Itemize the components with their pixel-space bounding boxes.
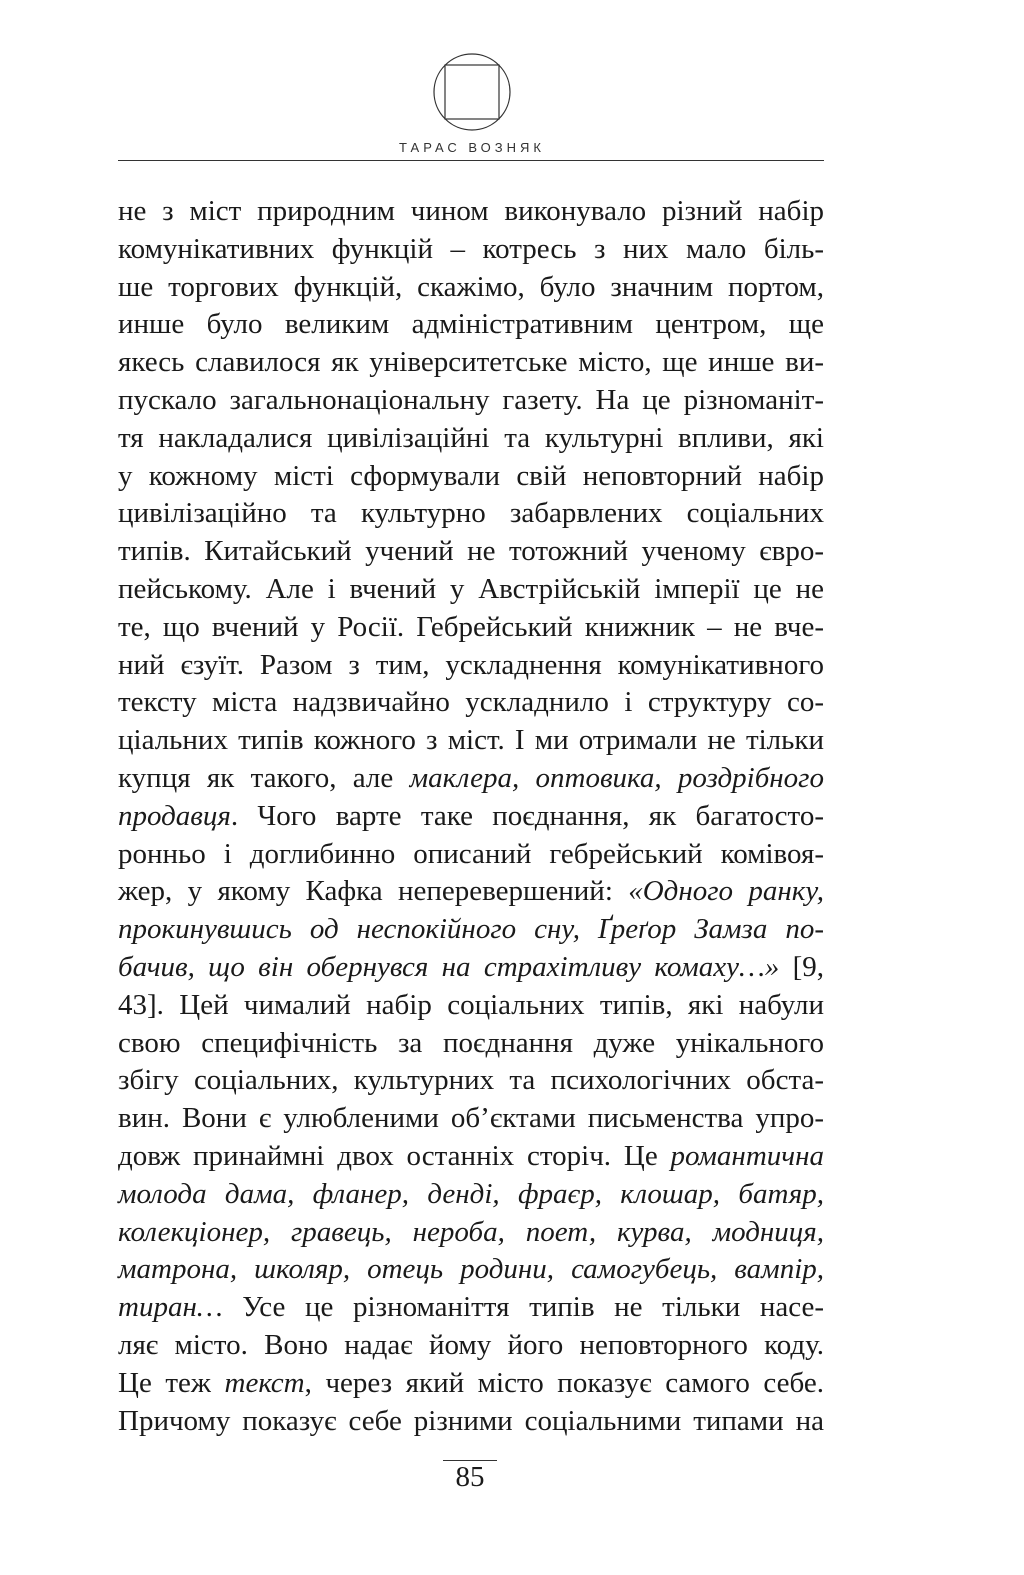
text-line [118,1176,824,1214]
text-segment: купця як такого, але [118,761,410,794]
text-segment: ціальних типів кожного з міст. І ми отримали не тільки [118,724,824,757]
page-number-block [443,1460,497,1493]
italic-text-segment: маклера, оптовика, роздрібного [409,761,824,794]
text-line [118,1062,824,1100]
text-line [118,269,824,307]
text-segment: Це теж [118,1366,225,1399]
text-segment: збігу соціальних, культурних та психологічних обста- [118,1064,824,1097]
text-segment: тексту міста надзвичайно ускладнило і структуру со- [118,686,824,719]
italic-text-segment: продавця [118,799,231,832]
text-segment: вин. Вони є улюбленими об’єктами письменства упро- [118,1102,824,1135]
text-segment: не з міст природним чином виконувало різний набір [118,195,824,227]
text-segment: цивілізаційно та культурно забарвлених соціальних [118,497,824,530]
text-line [118,458,824,496]
text-line [118,798,824,836]
text-segment: пейському. Але і вчений у Австрійській імперії це не [118,572,824,605]
text-line [118,722,824,760]
text-line [118,533,824,571]
text-line [118,1025,824,1063]
italic-text-segment: «Одного ранку, [628,875,824,908]
italic-text-segment: молода дама, фланер, денді, фраєр, клошар, батяр, [118,1177,824,1210]
italic-text-segment: романтична [670,1139,824,1172]
italic-text-segment: текст [224,1366,305,1399]
text-line [118,609,824,647]
text-line [118,873,824,911]
text-segment: Причому показує себе різними соціальними типами на [118,1404,824,1437]
circle-square-emblem-icon [432,52,512,132]
text-segment: ляє місто. Воно надає йому його неповторного коду. [118,1328,824,1361]
text-segment: . Чого варте таке поєднання, як багатосто- [230,799,824,832]
text-segment: инше було великим адміністративним центром, ще [118,308,824,341]
text-segment: жер, у якому Кафка неперевершений: [118,875,629,908]
text-segment: довж принаймні двох останніх сторіч. Це [118,1139,671,1172]
page-number: 85 [455,1461,485,1493]
italic-text-segment: прокинувшись од неспокійного сну, Ґреґор Замза по- [118,913,824,946]
italic-text-segment: бачив, що він обернувся на страхітливу комаху…» [118,950,780,983]
text-segment: Усе це різноманіття типів не тільки насе- [222,1291,824,1324]
text-line [118,1138,824,1176]
text-line [118,306,824,344]
text-segment: те, що вчений у Росії. Гебрейський книжник – не вче- [118,610,824,643]
text-line [118,949,824,987]
text-line [118,647,824,685]
text-segment: ний єзуїт. Разом з тим, ускладнення комунікативного [118,648,824,681]
text-line [118,1251,824,1289]
body-text [118,193,824,1440]
text-line [118,1100,824,1138]
text-line [118,1327,824,1365]
text-segment: ше торгових функцій, скажімо, було значним портом, [118,270,824,303]
text-segment: тя накладалися цивілізаційні та культурні впливи, які [118,421,824,454]
text-segment: 43]. Цей чималий набір соціальних типів, які набули [118,988,824,1021]
text-line [118,193,824,231]
text-line [118,836,824,874]
text-segment: свою специфічність за поєднання дуже унікального [118,1026,824,1059]
text-line [118,231,824,269]
text-segment: пускало загальнонаціональну газету. На це різноманіт- [118,383,824,416]
text-line [118,911,824,949]
text-segment: типів. Китайський учений не тотожний ученому євро- [118,535,824,568]
text-line [118,1289,824,1327]
italic-text-segment: тиран… [118,1291,223,1324]
text-segment: ронньо і доглибинно описаний гебрейський комівоя- [118,837,824,870]
text-segment: комунікативних функцій – котресь з них мало біль- [118,232,824,265]
italic-text-segment: матрона, школяр, отець родини, самогубець, вампір, [118,1253,824,1286]
text-line [118,571,824,609]
text-line [118,344,824,382]
text-line [118,760,824,798]
text-line [118,1214,824,1252]
text-line [118,684,824,722]
text-line [118,495,824,533]
text-segment: у кожному місті сформували свій неповторний набір [118,459,824,492]
italic-text-segment: колекціонер, гравець, нероба, поет, курва, модниця, [118,1215,824,1248]
text-segment: [9, [779,950,824,983]
text-segment: , через який місто показує самого себе. [304,1366,824,1399]
text-line [118,1403,824,1441]
text-line [118,1365,824,1403]
running-head: ТАРАС ВОЗНЯК [399,140,545,155]
text-segment: якесь славилося як університетське місто, ще инше ви- [118,346,824,379]
header-rule [118,160,824,161]
text-line [118,987,824,1025]
text-line [118,382,824,420]
text-line [118,420,824,458]
